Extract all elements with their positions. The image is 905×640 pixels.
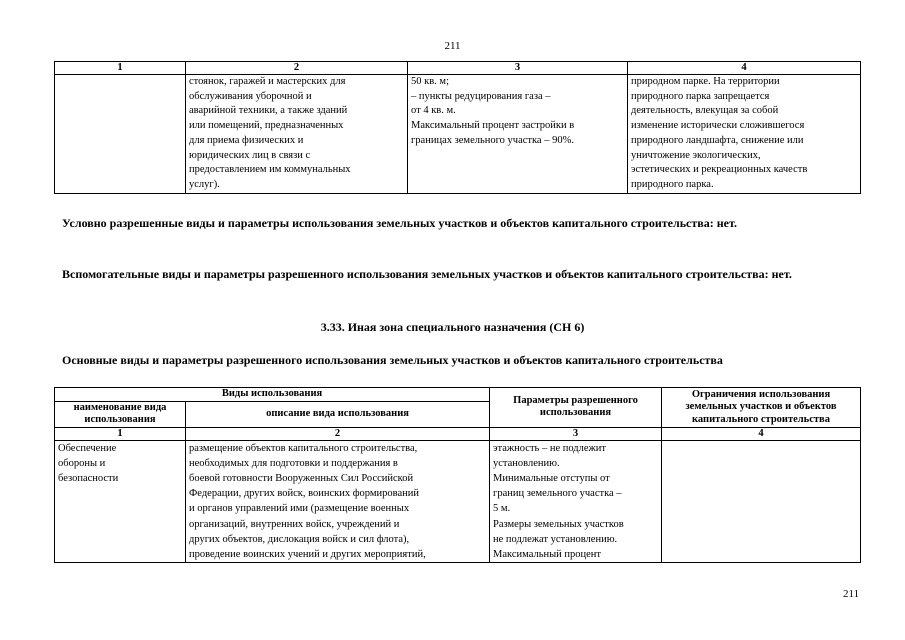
table-cell-description — [186, 440, 490, 563]
header-name: наименование вида использования — [55, 401, 186, 427]
text-line: необходимых для подготовки и поддержания в — [189, 457, 398, 469]
uses-table — [54, 387, 861, 563]
column-number-2: 2 — [186, 427, 490, 440]
text-line: природного парка. — [631, 178, 714, 190]
text-line: безопасности — [58, 472, 119, 484]
table-cell-name — [55, 75, 186, 194]
text-line: Минимальные отступы от — [493, 472, 610, 484]
text-line: природного парка запрещается — [631, 90, 770, 102]
text-line: от 4 кв. м. — [411, 105, 456, 117]
text-line: предоставлением им коммунальных — [189, 164, 351, 176]
text-line: обороны и — [58, 457, 106, 469]
text-line: уничтожение экологических, — [631, 149, 761, 161]
table-cell-parameters — [490, 440, 662, 563]
header-parameters: Параметры разрешенного использования — [490, 388, 662, 428]
text-line: и органов управлений ими (размещение военных — [189, 503, 410, 515]
text-line: природном парке. На территории — [631, 76, 780, 87]
text-line: услуг). — [189, 178, 220, 190]
text-line: не подлежат установлению. — [493, 533, 618, 545]
text-line: обслуживания уборочной и — [189, 90, 312, 102]
text-line: установлению. — [493, 457, 560, 469]
text-line: границах земельного участка – 90%. — [411, 134, 574, 146]
text-line: или помещений, предназначенных — [189, 120, 344, 132]
text-line: эстетических и рекреационных качеств — [631, 164, 808, 176]
text-line: Размеры земельных участков — [493, 518, 624, 530]
header-restrictions: Ограничения использования земельных участков и объектов капитального строительства — [662, 388, 861, 428]
table-cell-restrictions — [628, 75, 861, 194]
text-line: Обеспечение — [58, 442, 117, 454]
text-line: деятельность, влекущая за собой — [631, 105, 779, 117]
column-number-1: 1 — [55, 62, 186, 75]
text-line: этажность – не подлежит — [493, 442, 606, 454]
text-line: – пункты редуцирования газа – — [411, 90, 551, 102]
text-line: боевой готовности Вооруженных Сил Российской — [189, 472, 414, 484]
page-number-top: 211 — [444, 40, 461, 52]
text-line: аварийной техники, а также зданий — [189, 105, 348, 117]
text-line: 50 кв. м; — [411, 76, 449, 87]
paragraph-auxiliary-uses: Вспомогательные виды и параметры разрешенного использования земельных участков и объектов капитального строительства: нет. — [62, 267, 792, 281]
table-cell-restrictions — [662, 440, 861, 563]
text-line: границ земельного участка – — [493, 488, 622, 500]
column-number-4: 4 — [662, 427, 861, 440]
continuation-table — [54, 61, 861, 194]
table-cell-parameters — [408, 75, 628, 194]
text-line: Максимальный процент — [493, 548, 602, 560]
text-line: других объектов, дислокация войск и сил флота), — [189, 533, 410, 545]
header-uses: Виды использования — [55, 388, 490, 402]
text-line: проведение воинских учений и других мероприятий, — [189, 548, 426, 560]
column-number-2: 2 — [186, 62, 408, 75]
column-number-1: 1 — [55, 427, 186, 440]
text-line: природного ландшафта, снижение или — [631, 134, 804, 146]
section-heading: 3.33. Иная зона специального назначения (СН 6) — [320, 320, 585, 334]
header-description: описание вида использования — [186, 401, 490, 427]
text-line: юридических лиц в связи с — [189, 149, 311, 161]
table-row — [55, 440, 861, 563]
text-line — [58, 75, 182, 90]
paragraph-main-uses: Основные виды и параметры разрешенного использования земельных участков и объектов капитального строительства — [62, 353, 723, 367]
text-line: 5 м. — [493, 503, 511, 515]
text-line — [665, 441, 857, 456]
column-number-3: 3 — [408, 62, 628, 75]
text-line: организаций, внутренних войск, учреждений и — [189, 518, 400, 530]
text-line: размещение объектов капитального строительства, — [189, 442, 418, 454]
paragraph-conditional-uses: Условно разрешенные виды и параметры использования земельных участков и объектов капитального строительства: нет. — [62, 216, 737, 230]
table-cell-name — [55, 440, 186, 563]
page-number-bottom: 211 — [843, 588, 860, 600]
text-line: для приема физических и — [189, 134, 304, 146]
text-line: изменение исторически сложившегося — [631, 120, 805, 132]
text-line: Федерации, других войск, воинских формирований — [189, 488, 419, 500]
text-line: стоянок, гаражей и мастерских для — [189, 76, 346, 87]
column-number-4: 4 — [628, 62, 861, 75]
table-cell-description — [186, 75, 408, 194]
text-line: Максимальный процент застройки в — [411, 120, 575, 132]
column-number-3: 3 — [490, 427, 662, 440]
